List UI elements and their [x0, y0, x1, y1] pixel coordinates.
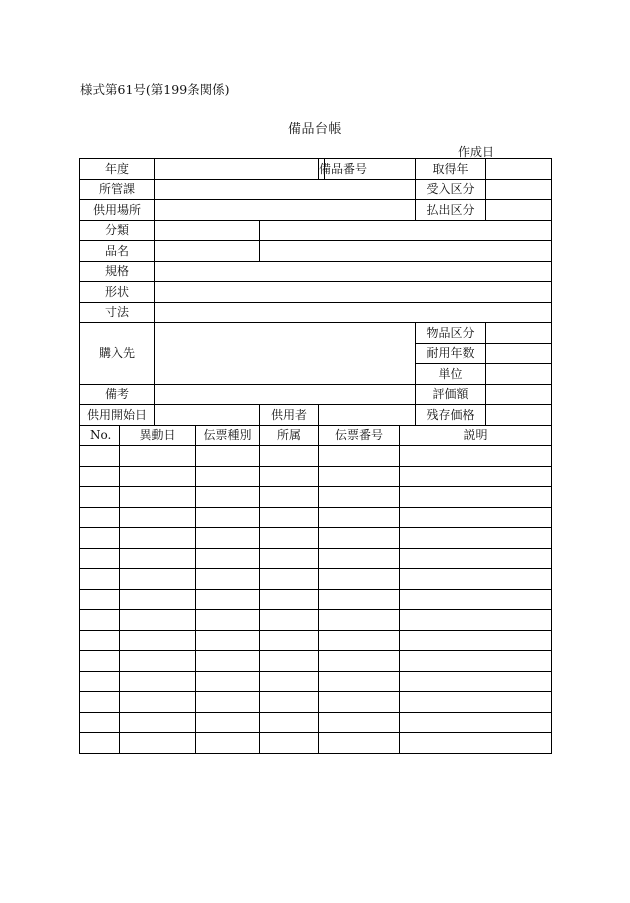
supplier-label: 購入先 — [80, 323, 155, 385]
history-affiliation-cell[interactable] — [260, 589, 319, 610]
history-voucher-type-cell[interactable] — [196, 589, 260, 610]
history-voucher-number-cell[interactable] — [319, 487, 400, 508]
receipt-category-field[interactable] — [486, 179, 552, 200]
dimensions-label: 寸法 — [80, 302, 155, 323]
history-voucher-type-cell[interactable] — [196, 651, 260, 672]
history-description-cell[interactable] — [400, 651, 552, 672]
classification-label: 分類 — [80, 220, 155, 241]
history-row — [80, 569, 552, 590]
item-name-label: 品名 — [80, 241, 155, 262]
history-row — [80, 610, 552, 631]
history-voucher-number-cell[interactable] — [319, 692, 400, 713]
history-row — [80, 712, 552, 733]
receipt-category-label: 受入区分 — [416, 179, 486, 200]
history-affiliation-cell[interactable] — [260, 651, 319, 672]
history-voucher-type-cell[interactable] — [196, 548, 260, 569]
history-voucher-number-cell[interactable] — [319, 446, 400, 467]
history-row — [80, 692, 552, 713]
history-description-cell[interactable] — [400, 569, 552, 590]
history-voucher-number-cell[interactable] — [319, 651, 400, 672]
history-affiliation-cell[interactable] — [260, 712, 319, 733]
history-description-cell[interactable] — [400, 487, 552, 508]
history-no-cell[interactable] — [80, 692, 120, 713]
history-voucher-type-cell[interactable] — [196, 446, 260, 467]
history-description-cell[interactable] — [400, 610, 552, 631]
history-voucher-type-cell[interactable] — [196, 630, 260, 651]
history-header-no: No. — [80, 425, 120, 446]
history-no-cell[interactable] — [80, 487, 120, 508]
history-row — [80, 733, 552, 754]
history-voucher-type-cell[interactable] — [196, 487, 260, 508]
history-affiliation-cell[interactable] — [260, 466, 319, 487]
history-no-cell[interactable] — [80, 733, 120, 754]
history-voucher-type-cell[interactable] — [196, 569, 260, 590]
valuation-field[interactable] — [486, 384, 552, 405]
history-change-date-cell[interactable] — [120, 487, 196, 508]
history-no-cell[interactable] — [80, 651, 120, 672]
history-change-date-cell[interactable] — [120, 733, 196, 754]
history-affiliation-cell[interactable] — [260, 610, 319, 631]
history-change-date-cell[interactable] — [120, 548, 196, 569]
item-name-field[interactable] — [260, 241, 552, 262]
acquisition-year-label: 取得年 — [416, 159, 486, 180]
dimensions-field[interactable] — [155, 302, 552, 323]
history-description-cell[interactable] — [400, 446, 552, 467]
history-voucher-type-cell[interactable] — [196, 528, 260, 549]
history-header-voucher-number: 伝票番号 — [319, 425, 400, 446]
history-voucher-number-cell[interactable] — [319, 630, 400, 651]
history-voucher-type-cell[interactable] — [196, 712, 260, 733]
usage-start-date-label: 供用開始日 — [80, 405, 155, 426]
history-no-cell[interactable] — [80, 466, 120, 487]
history-voucher-number-cell[interactable] — [319, 466, 400, 487]
history-voucher-number-cell[interactable] — [319, 528, 400, 549]
history-affiliation-cell[interactable] — [260, 692, 319, 713]
residual-value-label: 残存価格 — [416, 405, 486, 426]
usage-location-field[interactable] — [155, 200, 416, 221]
disbursement-category-label: 払出区分 — [416, 200, 486, 221]
history-change-date-cell[interactable] — [120, 651, 196, 672]
supplier-field[interactable] — [155, 323, 416, 385]
useful-life-field[interactable] — [486, 343, 552, 364]
history-change-date-cell[interactable] — [120, 671, 196, 692]
history-header-description: 説明 — [400, 425, 552, 446]
history-change-date-cell[interactable] — [120, 528, 196, 549]
usage-location-label: 供用場所 — [80, 200, 155, 221]
history-no-cell[interactable] — [80, 712, 120, 733]
history-affiliation-cell[interactable] — [260, 630, 319, 651]
history-header-voucher-type: 伝票種別 — [196, 425, 260, 446]
residual-value-field[interactable] — [486, 405, 552, 426]
specification-field[interactable] — [155, 261, 552, 282]
user-field[interactable] — [319, 405, 416, 426]
history-row — [80, 487, 552, 508]
shape-field[interactable] — [155, 282, 552, 303]
history-affiliation-cell[interactable] — [260, 733, 319, 754]
history-no-cell[interactable] — [80, 446, 120, 467]
history-affiliation-cell[interactable] — [260, 548, 319, 569]
history-affiliation-cell[interactable] — [260, 528, 319, 549]
history-voucher-type-cell[interactable] — [196, 507, 260, 528]
history-description-cell[interactable] — [400, 712, 552, 733]
useful-life-label: 耐用年数 — [416, 343, 486, 364]
department-label: 所管課 — [80, 179, 155, 200]
classification-name-field[interactable] — [260, 220, 552, 241]
fiscal-year-field[interactable] — [155, 159, 319, 180]
history-no-cell[interactable] — [80, 548, 120, 569]
fiscal-year-label: 年度 — [80, 159, 155, 180]
acquisition-year-field[interactable] — [486, 159, 552, 180]
form-reference: 様式第61号(第199条関係) — [80, 82, 230, 97]
item-name-code-field[interactable] — [155, 241, 260, 262]
history-voucher-number-cell[interactable] — [319, 671, 400, 692]
document-title: 備品台帳 — [287, 122, 342, 137]
history-description-cell[interactable] — [400, 507, 552, 528]
goods-category-field[interactable] — [486, 323, 552, 344]
history-change-date-cell[interactable] — [120, 630, 196, 651]
created-date-label: 作成日 — [458, 145, 495, 159]
usage-start-date-field[interactable] — [155, 405, 260, 426]
history-row — [80, 589, 552, 610]
history-voucher-number-cell[interactable] — [319, 733, 400, 754]
history-no-cell[interactable] — [80, 610, 120, 631]
history-row — [80, 507, 552, 528]
history-row — [80, 651, 552, 672]
history-affiliation-cell[interactable] — [260, 671, 319, 692]
history-voucher-number-cell[interactable] — [319, 507, 400, 528]
equipment-ledger-table — [79, 158, 552, 754]
unit-label: 単位 — [416, 364, 486, 385]
history-voucher-number-cell[interactable] — [319, 569, 400, 590]
history-change-date-cell[interactable] — [120, 446, 196, 467]
history-change-date-cell[interactable] — [120, 712, 196, 733]
history-change-date-cell[interactable] — [120, 507, 196, 528]
classification-code-field[interactable] — [155, 220, 260, 241]
history-no-cell[interactable] — [80, 507, 120, 528]
history-description-cell[interactable] — [400, 630, 552, 651]
history-row — [80, 466, 552, 487]
history-voucher-type-cell[interactable] — [196, 671, 260, 692]
history-change-date-cell[interactable] — [120, 569, 196, 590]
history-description-cell[interactable] — [400, 466, 552, 487]
goods-category-label: 物品区分 — [416, 323, 486, 344]
department-field[interactable] — [155, 179, 416, 200]
disbursement-category-field[interactable] — [486, 200, 552, 221]
history-description-cell[interactable] — [400, 528, 552, 549]
user-label: 供用者 — [260, 405, 319, 426]
history-voucher-number-cell[interactable] — [319, 610, 400, 631]
history-description-cell[interactable] — [400, 589, 552, 610]
history-voucher-number-cell[interactable] — [319, 712, 400, 733]
history-no-cell[interactable] — [80, 589, 120, 610]
unit-field[interactable] — [486, 364, 552, 385]
history-rows — [80, 446, 552, 754]
history-voucher-type-cell[interactable] — [196, 692, 260, 713]
history-description-cell[interactable] — [400, 671, 552, 692]
specification-label: 規格 — [80, 261, 155, 282]
shape-label: 形状 — [80, 282, 155, 303]
history-affiliation-cell[interactable] — [260, 487, 319, 508]
history-row — [80, 548, 552, 569]
history-voucher-number-cell[interactable] — [319, 589, 400, 610]
history-change-date-cell[interactable] — [120, 692, 196, 713]
history-change-date-cell[interactable] — [120, 610, 196, 631]
history-no-cell[interactable] — [80, 528, 120, 549]
history-header-affiliation: 所属 — [260, 425, 319, 446]
history-voucher-type-cell[interactable] — [196, 733, 260, 754]
history-change-date-cell[interactable] — [120, 466, 196, 487]
valuation-label: 評価額 — [416, 384, 486, 405]
remarks-label: 備考 — [80, 384, 155, 405]
history-voucher-type-cell[interactable] — [196, 610, 260, 631]
history-description-cell[interactable] — [400, 733, 552, 754]
remarks-field[interactable] — [155, 384, 416, 405]
history-voucher-type-cell[interactable] — [196, 466, 260, 487]
history-row — [80, 528, 552, 549]
history-change-date-cell[interactable] — [120, 589, 196, 610]
history-row — [80, 630, 552, 651]
history-description-cell[interactable] — [400, 548, 552, 569]
history-voucher-number-cell[interactable] — [319, 548, 400, 569]
history-no-cell[interactable] — [80, 630, 120, 651]
history-header-change-date: 異動日 — [120, 425, 196, 446]
history-no-cell[interactable] — [80, 569, 120, 590]
history-no-cell[interactable] — [80, 671, 120, 692]
history-affiliation-cell[interactable] — [260, 569, 319, 590]
history-description-cell[interactable] — [400, 692, 552, 713]
history-affiliation-cell[interactable] — [260, 446, 319, 467]
item-number-label: 備品番号 — [319, 159, 325, 180]
history-row — [80, 446, 552, 467]
history-row — [80, 671, 552, 692]
history-header-row — [80, 425, 552, 446]
history-affiliation-cell[interactable] — [260, 507, 319, 528]
